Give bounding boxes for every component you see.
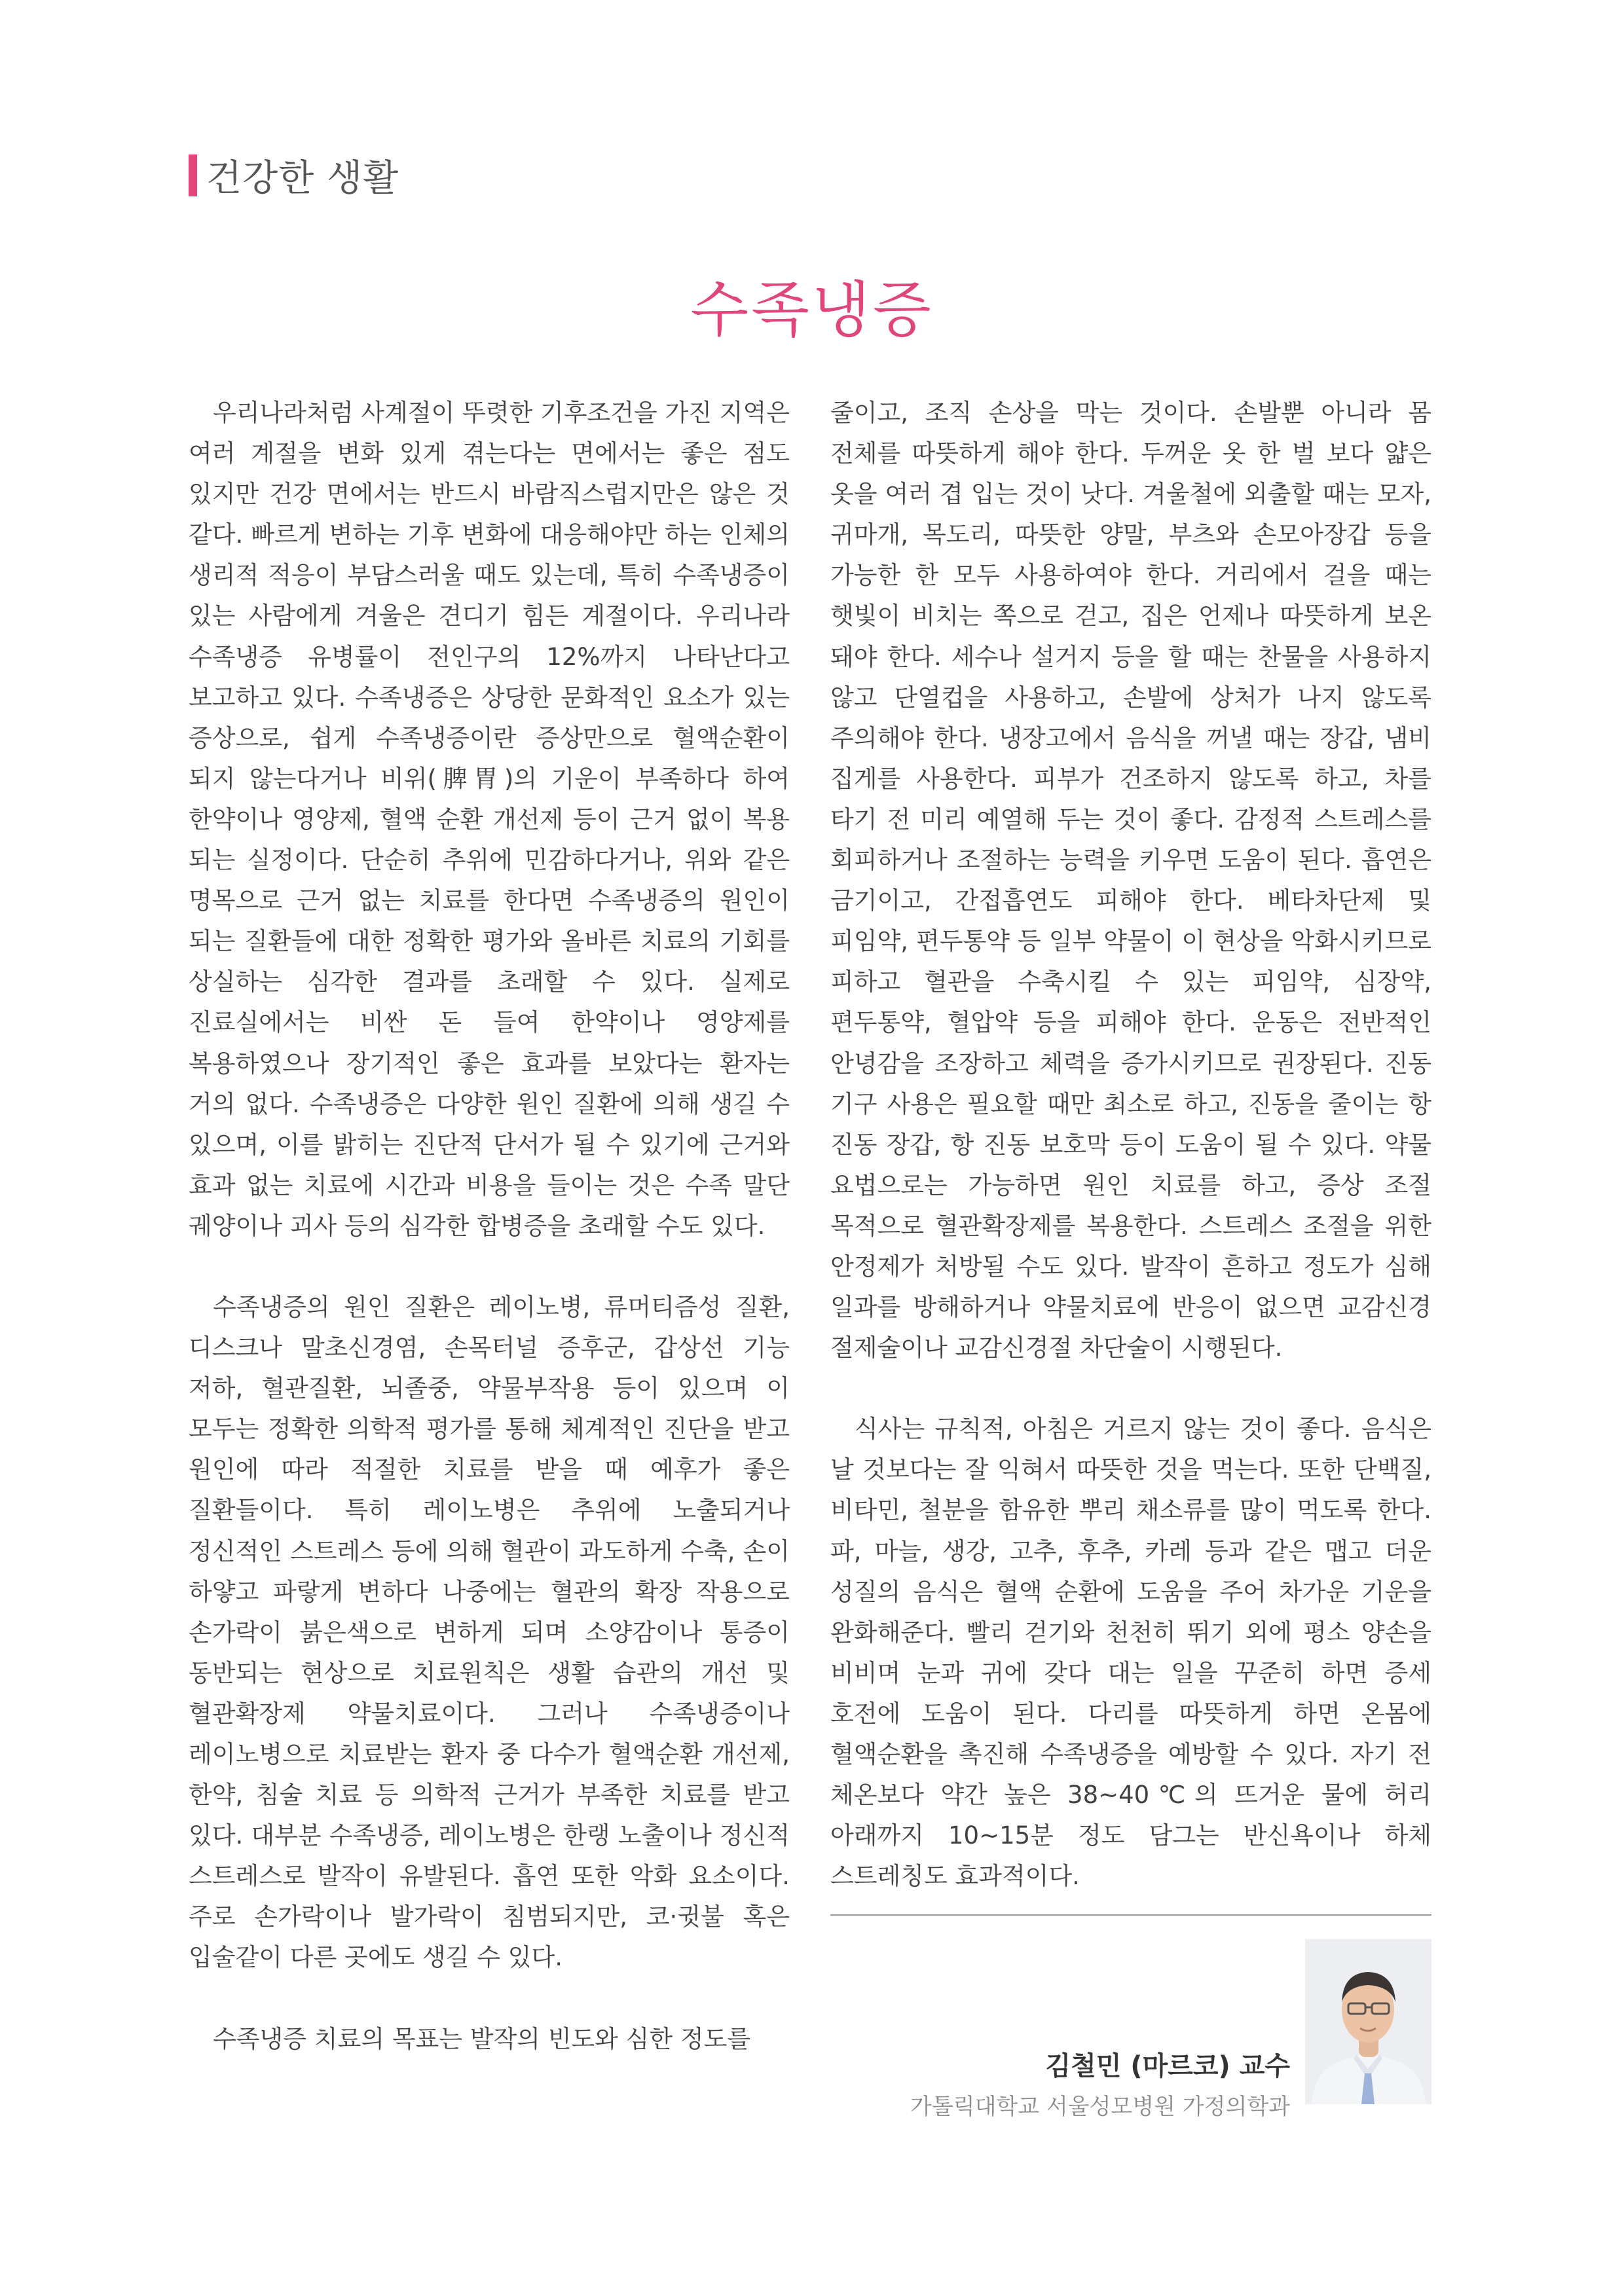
section-accent-bar <box>189 155 197 196</box>
section-header <box>189 149 399 202</box>
author-name: 김철민 (마르코) 교수 <box>1045 2051 1290 2081</box>
section-label: 건강한 생활 <box>206 157 399 200</box>
author-affiliation: 가톨릭대학교 서울성모병원 가정의학과 <box>910 2094 1290 2120</box>
article-title: 수족냉증 <box>690 275 934 345</box>
article-column-left <box>189 393 790 2095</box>
article-paragraph-3: 수족냉증 치료의 목표는 발작의 빈도와 심한 정도를 <box>213 2024 751 2053</box>
article-paragraph-3-continued: 줄이고, 조직 손상을 막는 것이다. 손발뿐 아니라 몸 전체를 따뜻하게 해야 한다. 두꺼운 옷 한 벌 보다 얇은 옷을 여러 겹 입는 것이 낫다. 겨울철에 외출할 때는 모자, 귀마개, 목도리, 따뜻한 양말, 부츠와 손모아장갑 등을 가능한 한 모두 사용하여야 한다. 거리에서 걸을 때는 햇빛이 비치는 쪽으로 걷고, 집은 언제나 따뜻하게 보온 돼야 한다. 세수나 설거지 등을 할 때는 찬물을 사용하지 않고 단열컵을 사용하고, 손발에 상처가 나지 않도록 주의해야 한다. 냉장고에서 음식을 꺼낼 때는 장갑, 냄비 집게를 사용한다. 피부가 건조하지 않도록 하고, 차를 타기 전 미리 예열해 두는 것이 좋다. 감정적 스트레스를 회피하거나 조절하는 능력을 키우면 도움이 된다. 흡연은 금기이고, 간접흡연도 피해야 한다. 베타차단제 및 피임약, 편두통약 등 일부 약물이 이 현상을 악화시키므로 피하고 혈관을 수축시킬 수 있는 피임약, 심장약, 편두통약, 혈압약 등을 피해야 한다. 운동은 전반적인 안녕감을 조장하고 체력을 증가시키므로 권장된다. 진동 기구 사용은 필요할 때만 최소로 하고, 진동을 줄이는 항 진동 장갑, 항 진동 보호막 등이 도움이 될 수 있다. 약물 요법으로는 가능하면 원인 치료를 하고, 증상 조절 목적으로 혈관확장제를 복용한다. 스트레스 조절을 위한 안정제가 처방될 수도 있다. 발작이 흔하고 정도가 심해 일과를 방해하거나 약물치료에 반응이 없으면 교감신경 절제술이나 교감신경절 차단술이 시행된다. <box>830 399 1431 1362</box>
article-column-right <box>830 393 1431 1891</box>
author-divider <box>830 1914 1431 1916</box>
portrait-illustration <box>1305 1939 1431 2104</box>
article-paragraph-2: 수족냉증의 원인 질환은 레이노병, 류머티즘성 질환, 디스크나 말초신경염, 손목터널 증후군, 갑상선 기능 저하, 혈관질환, 뇌졸중, 약물부작용 등이 있으며 이 모두는 정확한 의학적 평가를 통해 체계적인 진단을 받고 원인에 따라 적절한 치료를 받을 때 예후가 좋은 질환들이다. 특히 레이노병은 추위에 노출되거나 정신적인 스트레스 등에 의해 혈관이 과도하게 수축, 손이 하얗고 파랗게 변하다 나중에는 혈관의 확장 작용으로 손가락이 붉은색으로 변하게 되며 소양감이나 통증이 동반되는 현상으로 치료원칙은 생활 습관의 개선 및 혈관확장제 약물치료이다. 그러나 수족냉증이나 레이노병으로 치료받는 환자 중 다수가 혈액순환 개선제, 한약, 침술 치료 등 의학적 근거가 부족한 치료를 받고 있다. 대부분 수족냉증, 레이노병은 한랭 노출이나 정신적 스트레스로 발작이 유발된다. 흡연 또한 악화 요소이다. 주로 손가락이나 발가락이 침범되지만, 코·귓불 혹은 입술같이 다른 곳에도 생길 수 있다. <box>189 1292 790 1972</box>
author-portrait-icon <box>1305 1939 1431 2104</box>
article-paragraph-1: 우리나라처럼 사계절이 뚜렷한 기후조건을 가진 지역은 여러 계절을 변화 있게 겪는다는 면에서는 좋은 점도 있지만 건강 면에서는 반드시 바람직스럽지만은 않은 것 같다. 빠르게 변하는 기후 변화에 대응해야만 하는 인체의 생리적 적응이 부담스러울 때도 있는데, 특히 수족냉증이 있는 사람에게 겨울은 견디기 힘든 계절이다. 우리나라 수족냉증 유병률이 전인구의 12%까지 나타난다고 보고하고 있다. 수족냉증은 상당한 문화적인 요소가 있는 증상으로, 쉽게 수족냉증이란 증상만으로 혈액순환이 되지 않는다거나 비위(脾胃)의 기운이 부족하다 하여 한약이나 영양제, 혈액 순환 개선제 등이 근거 없이 복용 되는 실정이다. 단순히 추위에 민감하다거나, 위와 같은 명목으로 근거 없는 치료를 한다면 수족냉증의 원인이 되는 질환들에 대한 정확한 평가와 올바른 치료의 기회를 상실하는 심각한 결과를 초래할 수 있다. 실제로 진료실에서는 비싼 돈 들여 한약이나 영양제를 복용하였으나 장기적인 좋은 효과를 보았다는 환자는 거의 없다. 수족냉증은 다양한 원인 질환에 의해 생길 수 있으며, 이를 밝히는 진단적 단서가 될 수 있기에 근거와 효과 없는 치료에 시간과 비용을 들이는 것은 수족 말단 궤양이나 괴사 등의 심각한 합병증을 초래할 수도 있다. <box>189 399 790 1240</box>
author-credit <box>910 2048 1290 2124</box>
article-paragraph-4: 식사는 규칙적, 아침은 거르지 않는 것이 좋다. 음식은 날 것보다는 잘 익혀서 따뜻한 것을 먹는다. 또한 단백질, 비타민, 철분을 함유한 뿌리 채소류를 많이 먹도록 한다. 파, 마늘, 생강, 고추, 후추, 카레 등과 같은 맵고 더운 성질의 음식은 혈액 순환에 도움을 주어 차가운 기운을 완화해준다. 빨리 걷기와 천천히 뛰기 외에 평소 양손을 비비며 눈과 귀에 갖다 대는 일을 꾸준히 하면 증세 호전에 도움이 된다. 다리를 따뜻하게 하면 온몸에 혈액순환을 촉진해 수족냉증을 예방할 수 있다. 자기 전 체온보다 약간 높은 38~40℃의 뜨거운 물에 허리 아래까지 10~15분 정도 담그는 반신욕이나 하체 스트레칭도 효과적이다. <box>830 1415 1431 1891</box>
